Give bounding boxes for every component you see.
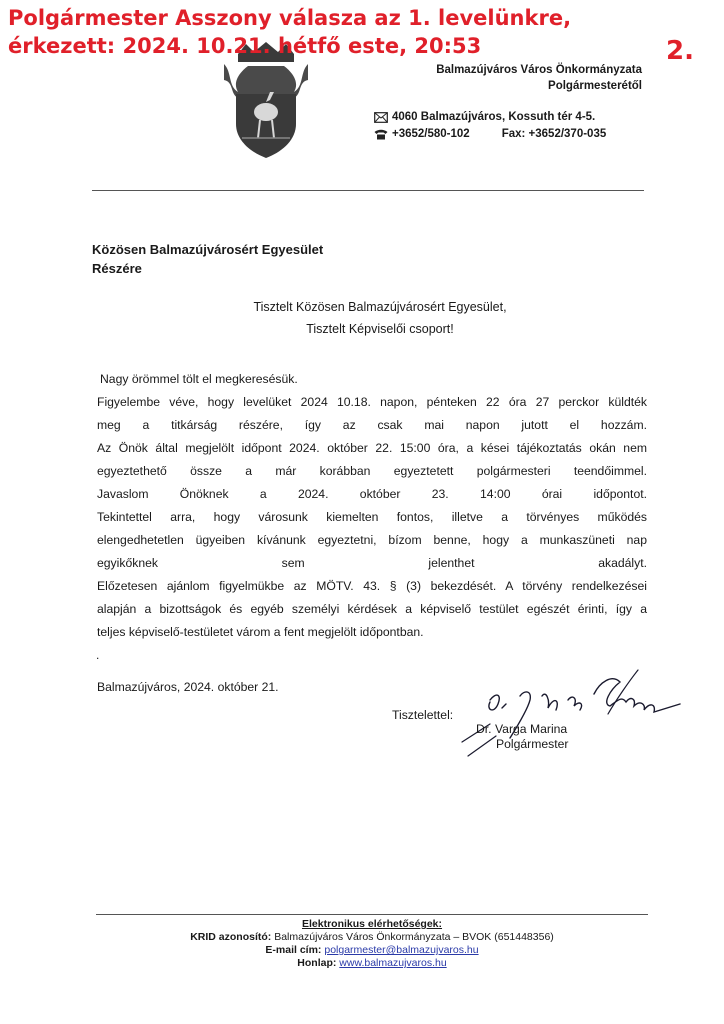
web-label: Honlap: (297, 957, 337, 969)
header-divider (92, 190, 644, 191)
body-line: meg a titkárság részére, így az csak mai napon jutott el hozzám. (97, 418, 647, 432)
body-line: teljes képviselő-testületet várom a fent megjelölt időpontban. (97, 625, 424, 639)
telephone-icon (374, 129, 388, 140)
body-line: Tekintettel arra, hogy városunk kiemelten fontos, illetve a törvényes működés (97, 510, 647, 524)
body-line: Az Önök által megjelölt időpont 2024. október 22. 15:00 óra, a kései tájékoztatás okán nem (97, 441, 647, 455)
salutation-line2: Tisztelt Képviselői csoport! (306, 322, 454, 336)
phone-row (374, 126, 606, 143)
email-link[interactable]: polgarmester@balmazujvaros.hu (324, 944, 479, 956)
org-subtitle: Polgármesterétől (548, 80, 642, 92)
addressee-line1: Közösen Balmazújvárosért Egyesület (92, 242, 324, 257)
annotation-title-line1: Polgármester Asszony válasza az 1. levelünkre, (8, 6, 572, 30)
krid-value: Balmazújváros Város Önkormányzata – BVOK (651448356) (274, 931, 554, 943)
body-line: egyikőknek sem jelenthet akadályt. (97, 556, 647, 570)
footer (96, 918, 648, 970)
annotation-title-line2: érkezett: 2024. 10.21. hétfő este, 20:53 (8, 34, 482, 58)
footer-email (96, 944, 648, 957)
place-and-date: Balmazújváros, 2024. október 21. (97, 680, 279, 694)
body-line: egyeztethető össze a már korábban egyeztetett polgármesteri teendőimmel. (97, 464, 647, 478)
address-row (374, 109, 606, 126)
website-link[interactable]: www.balmazujvaros.hu (339, 957, 447, 969)
body-line: elengedhetetlen ügyeiben kívánunk egyeztetni, bízom benne, hogy a munkaszüneti nap (97, 533, 647, 547)
footer-title: Elektronikus elérhetőségek: (301, 918, 443, 930)
body-line: Javaslom Önöknek a 2024. október 23. 14:00 órai időpontot. (97, 487, 647, 501)
body-line: Előzetesen ajánlom figyelmükbe az MÖTV. 43. § (3) bekezdését. A törvény rendelkezései (97, 579, 647, 593)
body-line: Nagy örömmel tölt el megkeresésük. (100, 372, 298, 386)
page-number: 2. (666, 36, 694, 66)
fax-text: Fax: +3652/370-035 (501, 128, 607, 140)
body-line: alapján a bizottságok és egyéb személyi kérdések a képviselő testület egészét érinti, így a (97, 602, 647, 616)
footer-krid (96, 931, 648, 944)
address-text: 4060 Balmazújváros, Kossuth tér 4-5. (392, 111, 596, 123)
stray-dot: . (96, 648, 100, 662)
addressee-line2: Részére (92, 261, 142, 276)
letterhead-contact (374, 109, 606, 143)
salutation (100, 296, 660, 340)
envelope-icon (374, 112, 388, 123)
krid-label: KRID azonosító: (190, 931, 272, 943)
signature-closing: Tisztelettel: (392, 708, 454, 722)
signatory-name: Dr. Varga Marina (476, 722, 568, 736)
addressee-block (92, 240, 323, 278)
letter-body (97, 368, 647, 644)
letterhead-organization (372, 62, 642, 94)
annotation-title (8, 4, 608, 60)
signatory-title: Polgármester (496, 737, 569, 751)
footer-divider (96, 914, 648, 915)
phone-text: +3652/580-102 (392, 128, 470, 140)
signatory (476, 722, 568, 752)
salutation-line1: Tisztelt Közösen Balmazújvárosért Egyesület, (253, 300, 507, 314)
footer-web (96, 957, 648, 970)
email-label: E-mail cím: (265, 944, 322, 956)
org-name: Balmazújváros Város Önkormányzata (436, 64, 642, 76)
body-line: Figyelembe véve, hogy levelüket 2024 10.18. napon, pénteken 22 óra 27 perckor küldték (97, 395, 647, 409)
